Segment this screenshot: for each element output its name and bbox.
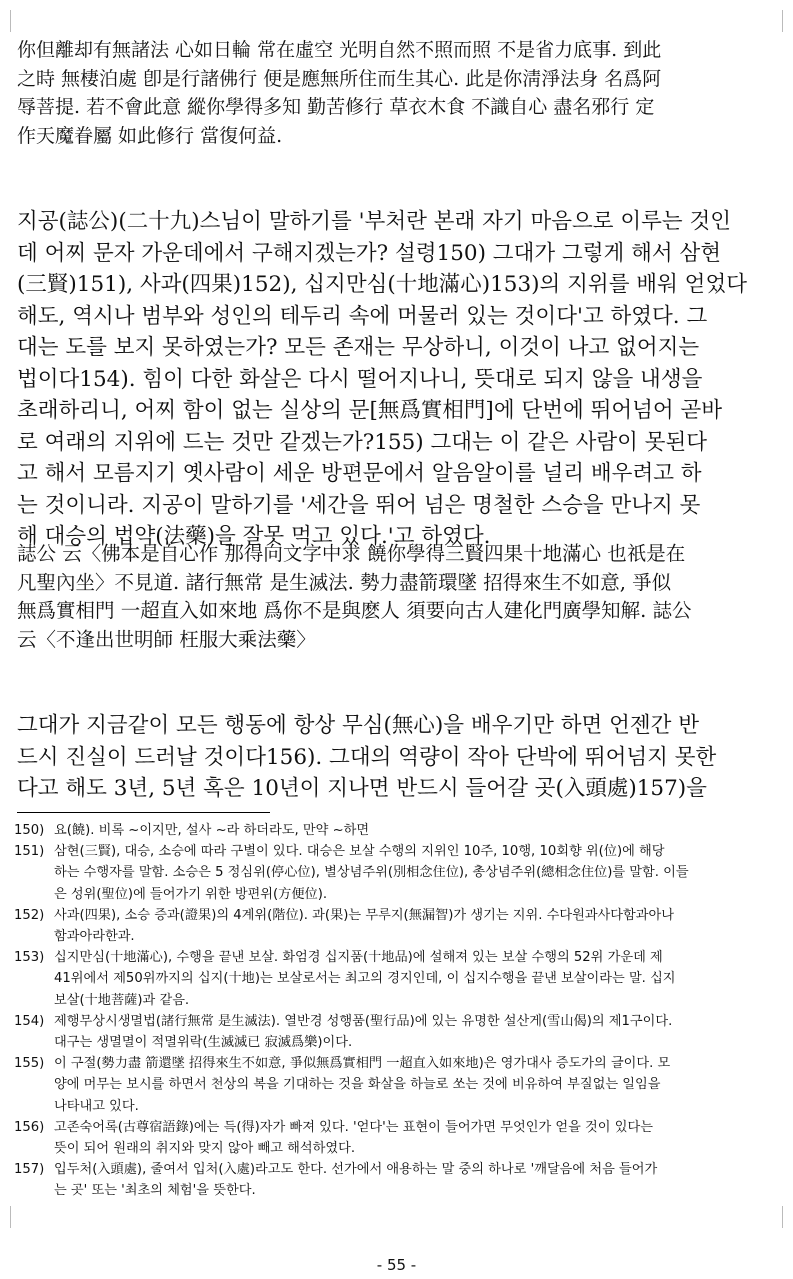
text-line: 그대가 지금같이 모든 행동에 항상 무심(無心)을 배우기만 하면 언젠간 반: [17, 713, 700, 738]
footnote-line: 는 곳' 또는 '최초의 체험'을 뜻한다.: [54, 1183, 256, 1199]
footnote-line: 하는 수행자를 말함. 소승은 5 정심위(停心位), 별상념주위(別相念住位), 총상념주위(總相念住位)를 말함. 이들: [54, 865, 689, 881]
footnote: [14, 820, 782, 841]
page-number: - 55 -: [376, 1256, 417, 1274]
footnote-number: 151): [14, 844, 45, 860]
footnote-number: 155): [14, 1056, 45, 1072]
footnote: [14, 1053, 782, 1117]
footnote-line: 십지만심(十地滿心), 수행을 끝낸 보살. 화엄경 십지품(十地品)에 설해져 있는 보살 수행의 52위 가운데 제: [54, 950, 663, 966]
footnote-line: 고존숙어록(古尊宿語錄)에는 득(得)자가 빠져 있다. '얻다'는 표현이 들어가면 무엇인가 얻을 것이 있다는: [54, 1119, 653, 1135]
text-line: 는 것이니라. 지공이 말하기를 '세간을 뛰어 넘은 명철한 스승을 만나지 못: [17, 492, 701, 518]
chinese-source-paragraph-1: [17, 36, 779, 150]
footnote-number: 157): [14, 1162, 45, 1178]
footnote-line: 입두처(入頭處), 줄여서 입처(入處)라고도 한다. 선가에서 애용하는 말 중의 하나로 '깨달음에 처음 들어가: [54, 1162, 658, 1178]
text-line: 해 대승의 법약(法藥)을 잘못 먹고 있다.'고 하였다.: [17, 524, 491, 549]
footnote-line: 대구는 생멸멸이 적멸위락(生滅滅已 寂滅爲樂)이다.: [54, 1035, 353, 1051]
footnote-divider: [17, 812, 270, 813]
footnote-line: 보살(十地菩薩)과 같음.: [54, 992, 190, 1008]
text-line: 凡聖內坐〉不見道. 諸行無常 是生滅法. 勢力盡箭環墜 招得來生不如意, 爭似: [17, 570, 672, 594]
text-line: 고 해서 모름지기 옛사람이 세운 방편문에서 알음알이를 널리 배우려고 하: [17, 461, 702, 486]
text-line: 해도, 역시나 범부와 성인의 테두리 속에 머물러 있는 것이다'고 하였다. 그: [17, 303, 708, 329]
footnote: [14, 841, 782, 905]
text-line: 데 어찌 문자 가운데에서 구해지겠는가? 설령150) 그대가 그렇게 해서 삼현: [17, 240, 721, 266]
text-line: 지공(誌公)(二十九)스님이 말하기를 '부처란 본래 자기 마음으로 이루는 것인: [17, 209, 732, 234]
footnote-line: 뜻이 되어 원래의 취지와 맞지 않아 빼고 해석하였다.: [54, 1141, 356, 1157]
footnote-number: 154): [14, 1013, 45, 1029]
footnote-number: 156): [14, 1119, 45, 1135]
text-line: 無爲實相門 一超直入如來地 爲你不是與麽人 須要向古人建化門廣學知解. 誌公: [17, 599, 692, 622]
text-line: 誌公 云〈佛本是自心作 那得向文字中求 饒你學得三賢四果十地滿心 也祇是在: [17, 542, 686, 565]
text-line: 대는 도를 보지 못하였는가? 모든 존재는 무상하니, 이것이 나고 없어지는: [17, 335, 700, 360]
footnote: [14, 1159, 782, 1201]
footnote-line: 양에 머무는 보시를 하면서 천상의 복을 기대하는 것을 화살을 하늘로 쏘는 것에 비유하여 부질없는 일임을: [54, 1077, 661, 1093]
text-line: 之時 無棲泊處 卽是行諸佛行 便是應無所住而生其心. 此是你淸淨法身 名爲阿: [17, 67, 662, 90]
crop-mark-bottom-right: [782, 1206, 793, 1228]
korean-translation-paragraph-1: [17, 206, 779, 553]
text-line: 로 여래의 지위에 드는 것만 같겠는가?155) 그대는 이 같은 사람이 못된다: [17, 429, 708, 455]
footnote-line: 41위에서 제50위까지의 십지(十地)는 보살로서는 최고의 경지인데, 이 십지수행을 끝낸 보살이라는 말. 십지: [54, 971, 676, 987]
footnote-line: 이 구절(勢力盡 箭還墜 招得來生不如意, 爭似無爲實相門 一超直入如來地)은 영가대사 증도가의 글이다. 모: [54, 1056, 671, 1072]
text-line: (三賢)151), 사과(四果)152), 십지만심(十地滿心)153)의 지위를 배워 얻었다: [17, 272, 747, 297]
footnote-line: 사과(四果), 소승 증과(證果)의 4계위(階位). 과(果)는 무루지(無漏智)가 생기는 지위. 수다원과사다함과아나: [54, 907, 674, 923]
text-line: 다고 해도 3년, 5년 혹은 10년이 지나면 반드시 들어갈 곳(入頭處)157)을: [17, 776, 707, 801]
text-line: 你但離却有無諸法 心如日輪 常在虛空 光明自然不照而照 不是省力底事. 到此: [17, 39, 662, 61]
korean-translation-paragraph-2: [17, 710, 779, 805]
text-line: 辱菩提. 若不會此意 縱你學得多知 勤苦修行 草衣木食 不識自心 盡名邪行 定: [17, 96, 655, 118]
text-line: 作天魔眷屬 如此修行 當復何益.: [17, 124, 283, 147]
footnote-line: 제행무상시생멸법(諸行無常 是生滅法). 열반경 성행품(聖行品)에 있는 유명한 설산게(雪山偈)의 제1구이다.: [54, 1013, 673, 1029]
footnote: [14, 1011, 782, 1053]
text-line: 초래하리니, 어찌 함이 없는 실상의 문[無爲實相門]에 단번에 뛰어넘어 곧바: [17, 398, 723, 423]
chinese-source-paragraph-2: [17, 540, 779, 654]
crop-mark-bottom-left: [0, 1206, 11, 1228]
footnote-line: 은 성위(聖位)에 들어가기 위한 방편위(方便位).: [54, 886, 328, 902]
footnote-number: 152): [14, 907, 45, 923]
footnote: [14, 947, 782, 1011]
footnote-line: 요(饒). 비록 ~이지만, 설사 ~라 하더라도, 만약 ~하면: [54, 823, 370, 838]
footnote-number: 150): [14, 823, 45, 838]
footnote-line: 함과아라한과.: [54, 929, 135, 945]
footnote: [14, 905, 782, 947]
crop-mark-top-right: [782, 10, 793, 32]
footnotes: [14, 820, 782, 1202]
text-line: 법이다154). 힘이 다한 화살은 다시 떨어지나니, 뜻대로 되지 않을 내생을: [17, 366, 703, 392]
footnote-line: 삼현(三賢), 대승, 소승에 따라 구별이 있다. 대승은 보살 수행의 지위인 10주, 10행, 10회향 위(位)에 해당: [54, 844, 665, 860]
footnote-number: 153): [14, 950, 45, 966]
footnote: [14, 1117, 782, 1159]
crop-mark-top-left: [0, 10, 11, 32]
footnote-line: 나타내고 있다.: [54, 1098, 139, 1114]
text-line: 云〈不逢出世明師 枉服大乘法藥〉: [17, 627, 316, 651]
text-line: 드시 진실이 드러날 것이다156). 그대의 역량이 작아 단박에 뛰어넘지 못한: [17, 744, 717, 770]
